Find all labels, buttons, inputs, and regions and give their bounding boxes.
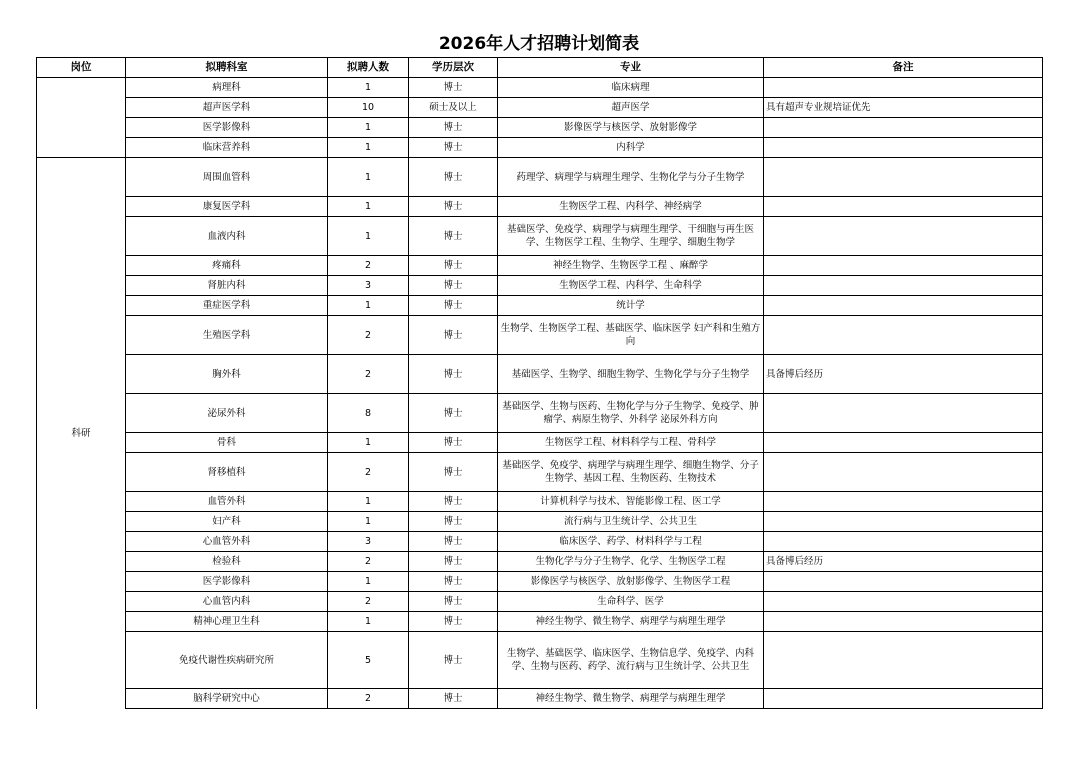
education-cell: 博士 bbox=[409, 296, 498, 316]
education-cell: 博士 bbox=[409, 532, 498, 552]
count-cell: 2 bbox=[328, 689, 409, 709]
education-cell: 博士 bbox=[409, 78, 498, 98]
major-cell: 统计学 bbox=[498, 296, 764, 316]
note-cell bbox=[764, 276, 1043, 296]
major-cell: 影像医学与核医学、放射影像学 bbox=[498, 118, 764, 138]
education-cell: 博士 bbox=[409, 689, 498, 709]
department-cell: 肾移植科 bbox=[126, 453, 328, 492]
table-row bbox=[37, 197, 1043, 217]
education-cell: 博士 bbox=[409, 138, 498, 158]
note-cell bbox=[764, 256, 1043, 276]
major-cell: 基础医学、生物与医药、生物化学与分子生物学、免疫学、肿瘤学、病原生物学、外科学 泌尿外科方向 bbox=[498, 394, 764, 433]
table-row bbox=[37, 394, 1043, 433]
count-cell: 2 bbox=[328, 552, 409, 572]
note-cell bbox=[764, 316, 1043, 355]
major-cell: 生物学、基础医学、临床医学、生物信息学、免疫学、内科学、生物与医药、药学、流行病与卫生统计学、公共卫生 bbox=[498, 632, 764, 689]
count-cell: 1 bbox=[328, 138, 409, 158]
note-cell bbox=[764, 197, 1043, 217]
major-cell: 基础医学、生物学、细胞生物学、生物化学与分子生物学 bbox=[498, 355, 764, 394]
department-cell: 泌尿外科 bbox=[126, 394, 328, 433]
major-cell: 临床医学、药学、材料科学与工程 bbox=[498, 532, 764, 552]
department-cell: 病理科 bbox=[126, 78, 328, 98]
education-cell: 博士 bbox=[409, 512, 498, 532]
table-row bbox=[37, 78, 1043, 98]
count-cell: 2 bbox=[328, 316, 409, 355]
education-cell: 博士 bbox=[409, 552, 498, 572]
count-cell: 1 bbox=[328, 572, 409, 592]
major-cell: 超声医学 bbox=[498, 98, 764, 118]
table-row bbox=[37, 512, 1043, 532]
count-cell: 1 bbox=[328, 492, 409, 512]
education-cell: 博士 bbox=[409, 632, 498, 689]
count-cell: 1 bbox=[328, 433, 409, 453]
note-cell bbox=[764, 612, 1043, 632]
header-education: 学历层次 bbox=[409, 58, 498, 78]
note-cell: 具备博后经历 bbox=[764, 355, 1043, 394]
table-row bbox=[37, 572, 1043, 592]
major-cell: 神经生物学、生物医学工程 、麻醉学 bbox=[498, 256, 764, 276]
major-cell: 基础医学、免疫学、病理学与病理生理学、细胞生物学、分子生物学、基因工程、生物医药、生物技术 bbox=[498, 453, 764, 492]
table-row bbox=[37, 453, 1043, 492]
education-cell: 硕士及以上 bbox=[409, 98, 498, 118]
header-major: 专业 bbox=[498, 58, 764, 78]
department-cell: 疼痛科 bbox=[126, 256, 328, 276]
department-cell: 生殖医学科 bbox=[126, 316, 328, 355]
count-cell: 2 bbox=[328, 355, 409, 394]
major-cell: 影像医学与核医学、放射影像学、生物医学工程 bbox=[498, 572, 764, 592]
table-row bbox=[37, 316, 1043, 355]
table-row bbox=[37, 689, 1043, 709]
header-department: 拟聘科室 bbox=[126, 58, 328, 78]
note-cell bbox=[764, 78, 1043, 98]
table-row bbox=[37, 256, 1043, 276]
education-cell: 博士 bbox=[409, 158, 498, 197]
education-cell: 博士 bbox=[409, 433, 498, 453]
table-row bbox=[37, 98, 1043, 118]
major-cell: 生物医学工程、材料科学与工程、骨科学 bbox=[498, 433, 764, 453]
major-cell: 神经生物学、微生物学、病理学与病理生理学 bbox=[498, 612, 764, 632]
major-cell: 生物化学与分子生物学、化学、生物医学工程 bbox=[498, 552, 764, 572]
table-row bbox=[37, 217, 1043, 256]
education-cell: 博士 bbox=[409, 572, 498, 592]
note-cell bbox=[764, 433, 1043, 453]
table-row bbox=[37, 492, 1043, 512]
major-cell: 基础医学、免疫学、病理学与病理生理学、干细胞与再生医学、生物医学工程、生物学、生理学、细胞生物学 bbox=[498, 217, 764, 256]
count-cell: 3 bbox=[328, 532, 409, 552]
table-row bbox=[37, 612, 1043, 632]
note-cell bbox=[764, 138, 1043, 158]
education-cell: 博士 bbox=[409, 394, 498, 433]
count-cell: 1 bbox=[328, 512, 409, 532]
education-cell: 博士 bbox=[409, 592, 498, 612]
department-cell: 超声医学科 bbox=[126, 98, 328, 118]
table-body bbox=[37, 78, 1043, 709]
note-cell bbox=[764, 118, 1043, 138]
major-cell: 生物医学工程、内科学、生命科学 bbox=[498, 276, 764, 296]
department-cell: 血管外科 bbox=[126, 492, 328, 512]
note-cell bbox=[764, 689, 1043, 709]
major-cell: 内科学 bbox=[498, 138, 764, 158]
table-row bbox=[37, 532, 1043, 552]
note-cell bbox=[764, 532, 1043, 552]
education-cell: 博士 bbox=[409, 217, 498, 256]
education-cell: 博士 bbox=[409, 276, 498, 296]
education-cell: 博士 bbox=[409, 118, 498, 138]
count-cell: 1 bbox=[328, 158, 409, 197]
note-cell: 具备博后经历 bbox=[764, 552, 1043, 572]
count-cell: 1 bbox=[328, 612, 409, 632]
header-count: 拟聘人数 bbox=[328, 58, 409, 78]
note-cell bbox=[764, 632, 1043, 689]
department-cell: 检验科 bbox=[126, 552, 328, 572]
header-position: 岗位 bbox=[37, 58, 126, 78]
education-cell: 博士 bbox=[409, 256, 498, 276]
department-cell: 重症医学科 bbox=[126, 296, 328, 316]
department-cell: 骨科 bbox=[126, 433, 328, 453]
education-cell: 博士 bbox=[409, 453, 498, 492]
education-cell: 博士 bbox=[409, 612, 498, 632]
count-cell: 1 bbox=[328, 296, 409, 316]
major-cell: 临床病理 bbox=[498, 78, 764, 98]
table-row bbox=[37, 433, 1043, 453]
table-row bbox=[37, 296, 1043, 316]
department-cell: 胸外科 bbox=[126, 355, 328, 394]
major-cell: 计算机科学与技术、智能影像工程、医工学 bbox=[498, 492, 764, 512]
table-row bbox=[37, 592, 1043, 612]
department-cell: 周围血管科 bbox=[126, 158, 328, 197]
major-cell: 药理学、病理学与病理生理学、生物化学与分子生物学 bbox=[498, 158, 764, 197]
education-cell: 博士 bbox=[409, 492, 498, 512]
education-cell: 博士 bbox=[409, 355, 498, 394]
major-cell: 生命科学、医学 bbox=[498, 592, 764, 612]
department-cell: 医学影像科 bbox=[126, 572, 328, 592]
count-cell: 2 bbox=[328, 256, 409, 276]
major-cell: 流行病与卫生统计学、公共卫生 bbox=[498, 512, 764, 532]
department-cell: 肾脏内科 bbox=[126, 276, 328, 296]
note-cell bbox=[764, 296, 1043, 316]
department-cell: 免疫代谢性疾病研究所 bbox=[126, 632, 328, 689]
department-cell: 血液内科 bbox=[126, 217, 328, 256]
department-cell: 妇产科 bbox=[126, 512, 328, 532]
table-row bbox=[37, 138, 1043, 158]
table-row bbox=[37, 118, 1043, 138]
department-cell: 心血管内科 bbox=[126, 592, 328, 612]
position-cell: 科研 bbox=[37, 158, 126, 709]
department-cell: 医学影像科 bbox=[126, 118, 328, 138]
count-cell: 1 bbox=[328, 197, 409, 217]
count-cell: 10 bbox=[328, 98, 409, 118]
position-cell bbox=[37, 78, 126, 158]
major-cell: 生物医学工程、内科学、神经病学 bbox=[498, 197, 764, 217]
table-title: 2026年人才招聘计划简表 bbox=[438, 34, 640, 54]
count-cell: 1 bbox=[328, 78, 409, 98]
major-cell: 生物学、生物医学工程、基础医学、临床医学 妇产科和生殖方向 bbox=[498, 316, 764, 355]
department-cell: 脑科学研究中心 bbox=[126, 689, 328, 709]
table-row bbox=[37, 632, 1043, 689]
count-cell: 3 bbox=[328, 276, 409, 296]
count-cell: 1 bbox=[328, 118, 409, 138]
table-row bbox=[37, 355, 1043, 394]
note-cell bbox=[764, 592, 1043, 612]
table-row bbox=[37, 276, 1043, 296]
table-row bbox=[37, 158, 1043, 197]
note-cell bbox=[764, 453, 1043, 492]
note-cell bbox=[764, 217, 1043, 256]
education-cell: 博士 bbox=[409, 316, 498, 355]
department-cell: 心血管外科 bbox=[126, 532, 328, 552]
department-cell: 精神心理卫生科 bbox=[126, 612, 328, 632]
count-cell: 2 bbox=[328, 453, 409, 492]
major-cell: 神经生物学、微生物学、病理学与病理生理学 bbox=[498, 689, 764, 709]
header-note: 备注 bbox=[764, 58, 1043, 78]
count-cell: 2 bbox=[328, 592, 409, 612]
table-row bbox=[37, 552, 1043, 572]
recruitment-table bbox=[36, 57, 1043, 709]
count-cell: 1 bbox=[328, 217, 409, 256]
note-cell bbox=[764, 512, 1043, 532]
department-cell: 康复医学科 bbox=[126, 197, 328, 217]
count-cell: 8 bbox=[328, 394, 409, 433]
education-cell: 博士 bbox=[409, 197, 498, 217]
note-cell bbox=[764, 158, 1043, 197]
note-cell bbox=[764, 394, 1043, 433]
count-cell: 5 bbox=[328, 632, 409, 689]
department-cell: 临床营养科 bbox=[126, 138, 328, 158]
note-cell bbox=[764, 572, 1043, 592]
note-cell: 具有超声专业规培证优先 bbox=[764, 98, 1043, 118]
note-cell bbox=[764, 492, 1043, 512]
header-row bbox=[37, 58, 1043, 78]
